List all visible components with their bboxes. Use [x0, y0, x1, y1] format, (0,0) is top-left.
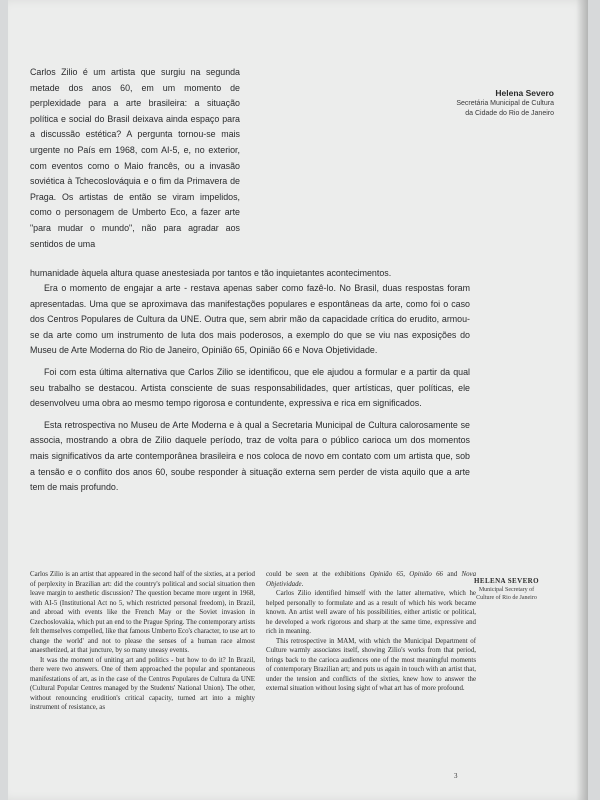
english-paragraph: Carlos Zilio is an artist that appeared in the second half of the sixties, at a period of perplexity in Brazilian art: did the country's political and social situation then leave margin to aesthetic discussion? The question became more urgent in 1968, with AI-5 (Institutional Act no 5, which restricted personal freedom), in Brazil, and abroad with events like the French May or the Soviet invasion in Czechoslovakia, which put an end to the Prague Spring. The contemporary artists felt themselves compelled, like that famous Umberto Eco's character, to use art to change the world' and not to please the senses of a human race almost anaesthetized, at that juncture, by so many uneasy events.: [30, 571, 255, 654]
english-paragraph-exhibitions: could be seen at the exhibitions Opinião 65, Opinião 66 and Nova Objetividade.: [266, 571, 477, 588]
portuguese-paragraph: Foi com esta última alternativa que Carlos Zilio se identificou, que ele ajudou a formular e a partir da qual seu trabalho se destacou. Artista consciente de suas responsabilidades, quer artísticas, quer políticas, ele desenvolveu uma obra ao mesmo tempo rigorosa e contundente, expressiva e rica em significados.: [30, 366, 470, 409]
portuguese-intro-paragraph: Carlos Zilio é um artista que surgiu na segunda metade dos anos 60, em um momento de perplexidade para a arte brasileira: a situação política e social do Brasil deixava ainda espaço para a discussão estética? A pergunta tornou-se mais urgente no País em 1968, com AI-5, e, no exterior, com eventos como o Maio francês, ou a invasão soviética à Tchecoslováquia e o fim da Primavera de Praga. Os artistas de então se viram impelidos, como o personagem de Umberto Eco, a fazer arte "para mudar o mundo", não para agradar aos sentidos de uma: [30, 67, 240, 249]
english-paragraph: Carlos Zilio identified himself with the latter alternative, which he helped personally to formulate and as a result of which his work became known. An artist well aware of his possibilities, either artistic or political, he developed a work rigorous and sharp at the same time, expressive and rich in meaning.: [266, 590, 476, 635]
portuguese-intro-tail: humanidade àquela altura quase anestesiada por tantos e tão inquietantes acontecimentos.: [30, 268, 392, 278]
signature-role-line-2: da Cidade do Rio de Janeiro: [465, 109, 554, 117]
signature-name: Helena Severo: [495, 88, 554, 98]
portuguese-paragraph: Esta retrospectiva no Museu de Arte Moderna e à qual a Secretaria Municipal de Cultura calorosamente se associa, mostrando a obra de Zilio daquele período, traz de volta para o público carioca um dos momentos mais significativos da arte contemporânea brasileira e nos coloca de novo em contato com um artista que, sob a tensão e o conflito dos anos 60, soube responder à situação externa sem perder de vista aquilo que a arte tem de mais profundo.: [30, 419, 470, 493]
english-paragraph: It was the moment of uniting art and politics - but how to do it? In Brazil, there were two answers. One of them approached the popular and spontaneous manifestations of art, as in the case of the Centros Populares de Cultura da UNE (Cultural Popular Centres managed by the Students' National Union). The other, without renouncing erudition's critical capacity, turned art into a mighty instrument of resistance, as: [30, 656, 255, 711]
document-page: [8, 0, 588, 800]
signature-role-english-line-2: Culture of Rio de Janeiro: [476, 595, 537, 601]
signature-role-english-line-1: Municipal Secretary of: [478, 587, 535, 593]
page-number: 3: [454, 772, 458, 780]
english-column-left: [30, 570, 255, 713]
signature-role-line-1: Secretária Municipal de Cultura: [456, 100, 554, 107]
signature-name-english: HELENA SEVERO: [474, 577, 539, 585]
english-column-right: [266, 570, 476, 694]
portuguese-paragraph: Era o momento de engajar a arte - restava apenas saber como fazê-lo. No Brasil, duas respostas foram apresentadas. Uma que se aproximava das manifestações populares e espontâneas da arte, como foi o caso dos Centros Populares de Cultura da UNE. Outra que, sem abrir mão da capacidade crítica do erudito, armou-se da arte como um instrumento de luta dos mais poderosos, a exemplo do que se viu nas exposições do Museu de Arte Moderna do Rio de Janeiro, Opinião 65, Opinião 66 e Nova Objetividade.: [30, 283, 470, 356]
portuguese-body: [30, 281, 470, 502]
english-paragraph: This retrospective in MAM, with which the Municipal Department of Culture warmly associates itself, showing Zilio's works from that period, brings back to the carioca audiences one of the most meaningful moments of contemporary Brazilian art; and puts us again in touch with an artist that, under the tension and conflicts of the sixties, knew how to answer the external situation without losing sight of what art has of more profound.: [266, 637, 476, 692]
page-edge-shadow: [576, 0, 588, 800]
english-signature: [459, 576, 554, 602]
portuguese-signature: [414, 87, 554, 118]
